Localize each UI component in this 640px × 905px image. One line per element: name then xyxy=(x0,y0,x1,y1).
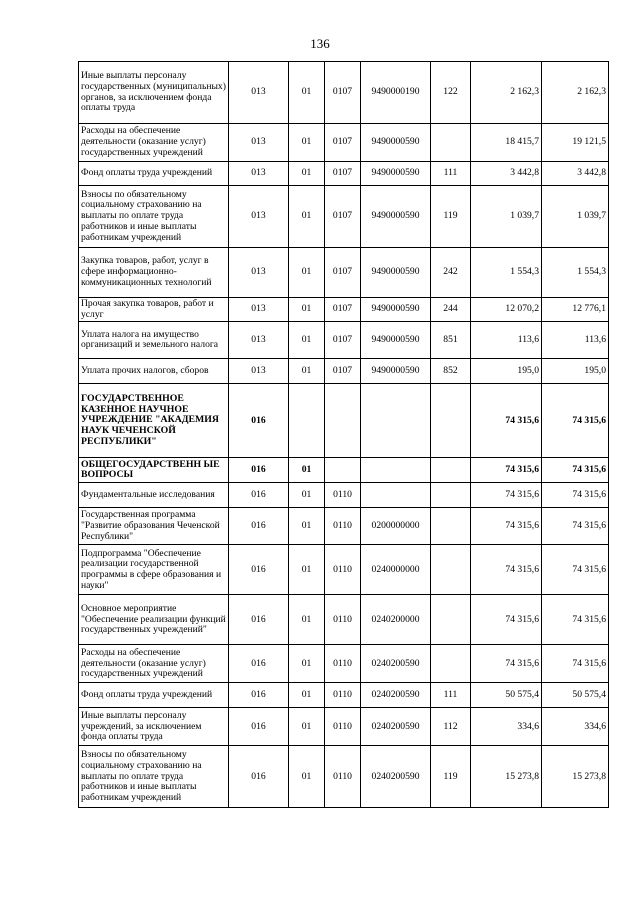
cell-vr xyxy=(431,508,471,545)
cell-sum-2025: 74 315,6 xyxy=(542,483,609,508)
cell-vr: 242 xyxy=(431,248,471,298)
table-row xyxy=(79,186,609,248)
cell-vr: 119 xyxy=(431,746,471,808)
cell-vr xyxy=(431,645,471,683)
cell-csr: 0200000000 xyxy=(361,508,431,545)
cell-rz: 01 xyxy=(289,359,325,384)
cell-ved: 013 xyxy=(229,124,289,162)
cell-sum-2025: 195,0 xyxy=(542,359,609,384)
cell-vr xyxy=(431,545,471,595)
cell-sum-2024: 195,0 xyxy=(471,359,542,384)
cell-sum-2024: 50 575,4 xyxy=(471,683,542,708)
cell-name: Расходы на обеспечение деятельности (оказание услуг) государственных учреждений xyxy=(79,124,229,162)
cell-pr: 0107 xyxy=(325,162,361,186)
cell-ved: 013 xyxy=(229,248,289,298)
cell-rz: 01 xyxy=(289,508,325,545)
cell-vr: 111 xyxy=(431,683,471,708)
cell-ved: 016 xyxy=(229,645,289,683)
cell-ved: 013 xyxy=(229,359,289,384)
cell-rz: 01 xyxy=(289,162,325,186)
cell-sum-2025: 1 554,3 xyxy=(542,248,609,298)
cell-csr: 9490000190 xyxy=(361,62,431,124)
cell-csr xyxy=(361,458,431,483)
cell-sum-2025: 15 273,8 xyxy=(542,746,609,808)
cell-sum-2024: 74 315,6 xyxy=(471,595,542,645)
cell-sum-2024: 74 315,6 xyxy=(471,384,542,458)
cell-csr xyxy=(361,384,431,458)
cell-sum-2024: 12 070,2 xyxy=(471,298,542,322)
table-row xyxy=(79,248,609,298)
cell-sum-2024: 74 315,6 xyxy=(471,483,542,508)
cell-ved: 016 xyxy=(229,746,289,808)
table-row xyxy=(79,708,609,746)
cell-name: Иные выплаты персоналу государственных (муниципальных) органов, за исключением фонда оплаты труда xyxy=(79,62,229,124)
cell-sum-2024: 334,6 xyxy=(471,708,542,746)
cell-pr: 0110 xyxy=(325,708,361,746)
cell-csr xyxy=(361,483,431,508)
cell-pr: 0107 xyxy=(325,248,361,298)
cell-pr: 0110 xyxy=(325,683,361,708)
cell-rz xyxy=(289,384,325,458)
cell-sum-2025: 74 315,6 xyxy=(542,508,609,545)
cell-vr: 852 xyxy=(431,359,471,384)
cell-csr: 0240000000 xyxy=(361,545,431,595)
cell-vr: 119 xyxy=(431,186,471,248)
cell-csr: 9490000590 xyxy=(361,186,431,248)
cell-sum-2025: 2 162,3 xyxy=(542,62,609,124)
cell-sum-2024: 74 315,6 xyxy=(471,508,542,545)
cell-ved: 016 xyxy=(229,508,289,545)
cell-pr: 0107 xyxy=(325,322,361,359)
cell-sum-2024: 15 273,8 xyxy=(471,746,542,808)
cell-csr: 9490000590 xyxy=(361,124,431,162)
cell-name: Уплата прочих налогов, сборов xyxy=(79,359,229,384)
cell-pr: 0107 xyxy=(325,359,361,384)
cell-rz: 01 xyxy=(289,708,325,746)
cell-sum-2025: 334,6 xyxy=(542,708,609,746)
cell-pr: 0107 xyxy=(325,298,361,322)
cell-sum-2024: 1 554,3 xyxy=(471,248,542,298)
table-row xyxy=(79,62,609,124)
cell-name: Закупка товаров, работ, услуг в сфере информационно-коммуникационных технологий xyxy=(79,248,229,298)
cell-name: Расходы на обеспечение деятельности (оказание услуг) государственных учреждений xyxy=(79,645,229,683)
table-row xyxy=(79,508,609,545)
cell-sum-2024: 18 415,7 xyxy=(471,124,542,162)
budget-table-body xyxy=(79,62,609,808)
cell-csr: 0240200590 xyxy=(361,683,431,708)
cell-vr xyxy=(431,458,471,483)
cell-vr xyxy=(431,124,471,162)
table-row xyxy=(79,595,609,645)
cell-ved: 016 xyxy=(229,708,289,746)
cell-pr: 0110 xyxy=(325,483,361,508)
cell-csr: 9490000590 xyxy=(361,162,431,186)
cell-rz: 01 xyxy=(289,483,325,508)
cell-rz: 01 xyxy=(289,683,325,708)
cell-pr: 0107 xyxy=(325,124,361,162)
cell-pr xyxy=(325,384,361,458)
cell-vr xyxy=(431,483,471,508)
table-row xyxy=(79,384,609,458)
cell-name: Взносы по обязательному социальному страхованию на выплаты по оплате труда работников и иные выплаты работникам учреждений xyxy=(79,746,229,808)
table-row xyxy=(79,458,609,483)
cell-ved: 016 xyxy=(229,683,289,708)
cell-sum-2025: 1 039,7 xyxy=(542,186,609,248)
cell-pr: 0110 xyxy=(325,545,361,595)
cell-pr: 0110 xyxy=(325,508,361,545)
cell-csr: 9490000590 xyxy=(361,248,431,298)
table-row xyxy=(79,359,609,384)
cell-name: Уплата налога на имущество организаций и земельного налога xyxy=(79,322,229,359)
cell-csr: 9490000590 xyxy=(361,359,431,384)
cell-name: Фундаментальные исследования xyxy=(79,483,229,508)
cell-vr xyxy=(431,384,471,458)
cell-sum-2024: 1 039,7 xyxy=(471,186,542,248)
cell-sum-2025: 12 776,1 xyxy=(542,298,609,322)
cell-rz: 01 xyxy=(289,248,325,298)
cell-name: Прочая закупка товаров, работ и услуг xyxy=(79,298,229,322)
cell-ved: 013 xyxy=(229,186,289,248)
cell-rz: 01 xyxy=(289,62,325,124)
cell-name: Подпрограмма "Обеспечение реализации государственной программы в сфере образования и науки" xyxy=(79,545,229,595)
table-row xyxy=(79,545,609,595)
cell-ved: 016 xyxy=(229,458,289,483)
cell-ved: 016 xyxy=(229,545,289,595)
cell-rz: 01 xyxy=(289,298,325,322)
cell-rz: 01 xyxy=(289,645,325,683)
cell-sum-2025: 3 442,8 xyxy=(542,162,609,186)
cell-sum-2024: 113,6 xyxy=(471,322,542,359)
table-row xyxy=(79,645,609,683)
cell-name: Государственная программа "Развитие образования Чеченской Республики" xyxy=(79,508,229,545)
table-row xyxy=(79,483,609,508)
cell-pr: 0107 xyxy=(325,62,361,124)
table-row xyxy=(79,124,609,162)
cell-ved: 016 xyxy=(229,595,289,645)
cell-name: Фонд оплаты труда учреждений xyxy=(79,683,229,708)
cell-name: ГОСУДАРСТВЕННОЕ КАЗЕННОЕ НАУЧНОЕ УЧРЕЖДЕНИЕ "АКАДЕМИЯ НАУК ЧЕЧЕНСКОЙ РЕСПУБЛИКИ" xyxy=(79,384,229,458)
cell-csr: 0240200590 xyxy=(361,746,431,808)
cell-vr: 112 xyxy=(431,708,471,746)
cell-rz: 01 xyxy=(289,595,325,645)
cell-sum-2025: 74 315,6 xyxy=(542,645,609,683)
page-number: 136 xyxy=(310,36,330,51)
cell-name: Фонд оплаты труда учреждений xyxy=(79,162,229,186)
cell-vr: 122 xyxy=(431,62,471,124)
cell-name: Основное мероприятие "Обеспечение реализации функций государственных учреждений" xyxy=(79,595,229,645)
cell-vr: 851 xyxy=(431,322,471,359)
cell-ved: 013 xyxy=(229,298,289,322)
cell-sum-2025: 74 315,6 xyxy=(542,545,609,595)
cell-rz: 01 xyxy=(289,186,325,248)
cell-csr: 0240200000 xyxy=(361,595,431,645)
cell-csr: 0240200590 xyxy=(361,708,431,746)
cell-rz: 01 xyxy=(289,746,325,808)
budget-table xyxy=(78,61,609,808)
table-row xyxy=(79,162,609,186)
cell-sum-2025: 74 315,6 xyxy=(542,595,609,645)
cell-csr: 9490000590 xyxy=(361,298,431,322)
cell-sum-2024: 74 315,6 xyxy=(471,645,542,683)
cell-name: ОБЩЕГОСУДАРСТВЕНН ЫЕ ВОПРОСЫ xyxy=(79,458,229,483)
cell-sum-2025: 19 121,5 xyxy=(542,124,609,162)
cell-ved: 013 xyxy=(229,62,289,124)
cell-ved: 016 xyxy=(229,483,289,508)
cell-vr xyxy=(431,595,471,645)
cell-sum-2025: 74 315,6 xyxy=(542,458,609,483)
cell-ved: 016 xyxy=(229,384,289,458)
cell-ved: 013 xyxy=(229,322,289,359)
cell-rz: 01 xyxy=(289,458,325,483)
cell-rz: 01 xyxy=(289,124,325,162)
cell-name: Взносы по обязательному социальному страхованию на выплаты по оплате труда работников и иные выплаты работникам учреждений xyxy=(79,186,229,248)
table-row xyxy=(79,298,609,322)
cell-rz: 01 xyxy=(289,322,325,359)
cell-sum-2024: 2 162,3 xyxy=(471,62,542,124)
cell-pr: 0107 xyxy=(325,186,361,248)
cell-pr: 0110 xyxy=(325,645,361,683)
table-row xyxy=(79,322,609,359)
cell-sum-2024: 74 315,6 xyxy=(471,545,542,595)
cell-vr: 244 xyxy=(431,298,471,322)
cell-sum-2025: 113,6 xyxy=(542,322,609,359)
cell-sum-2024: 74 315,6 xyxy=(471,458,542,483)
table-row xyxy=(79,683,609,708)
cell-ved: 013 xyxy=(229,162,289,186)
cell-sum-2025: 50 575,4 xyxy=(542,683,609,708)
table-row xyxy=(79,746,609,808)
cell-vr: 111 xyxy=(431,162,471,186)
cell-sum-2025: 74 315,6 xyxy=(542,384,609,458)
cell-name: Иные выплаты персоналу учреждений, за исключением фонда оплаты труда xyxy=(79,708,229,746)
cell-csr: 9490000590 xyxy=(361,322,431,359)
cell-pr xyxy=(325,458,361,483)
cell-sum-2024: 3 442,8 xyxy=(471,162,542,186)
cell-csr: 0240200590 xyxy=(361,645,431,683)
cell-pr: 0110 xyxy=(325,746,361,808)
cell-rz: 01 xyxy=(289,545,325,595)
cell-pr: 0110 xyxy=(325,595,361,645)
